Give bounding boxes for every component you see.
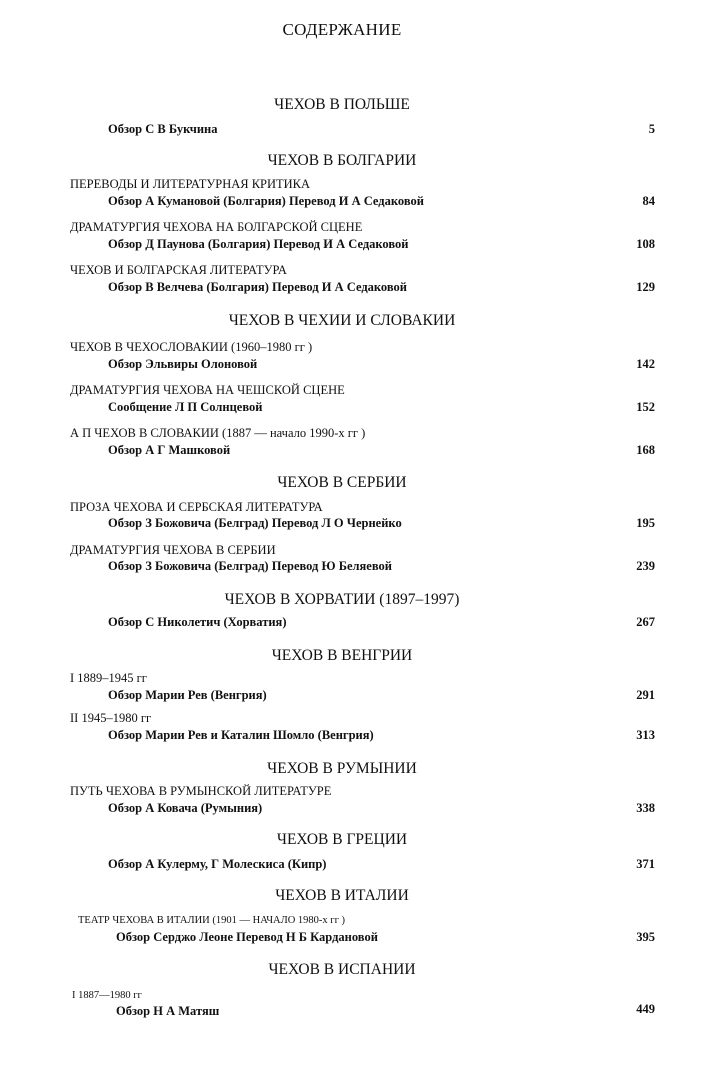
toc-entry-line: Обзор Марии Рев и Каталин Шомло (Венгрия) xyxy=(108,728,374,742)
toc-page-number: 168 xyxy=(636,443,655,457)
toc-page-number: 267 xyxy=(636,615,655,629)
toc-page-number: 195 xyxy=(636,516,655,530)
toc-page-number: 5 xyxy=(648,122,655,136)
toc-entry-line: Обзор А Г Машковой xyxy=(108,443,231,457)
toc-entry-title: А П ЧЕХОВ В СЛОВАКИИ (1887 — начало 1990-х гг ) xyxy=(70,426,366,440)
section-heading-hungary: ЧЕХОВ В ВЕНГРИИ xyxy=(271,647,413,664)
toc-entry-line: Обзор В Велчева (Болгария) Перевод И А Седаковой xyxy=(108,280,407,294)
section-heading-czech-slovakia: ЧЕХОВ В ЧЕХИИ И СЛОВАКИИ xyxy=(228,312,456,329)
toc-entry-title: ТЕАТР ЧЕХОВА В ИТАЛИИ (1901 — НАЧАЛО 1980-х гг ) xyxy=(78,915,346,926)
section-heading-serbia: ЧЕХОВ В СЕРБИИ xyxy=(277,474,407,491)
toc-entry-line: Обзор А Кумановой (Болгария) Перевод И А Седаковой xyxy=(108,194,424,208)
toc-page-number: 152 xyxy=(636,400,655,414)
toc-entry-line: Обзор Д Паунова (Болгария) Перевод И А Седаковой xyxy=(108,237,409,251)
toc-page-number: 291 xyxy=(636,688,655,702)
toc-page-number: 395 xyxy=(636,930,655,944)
toc-page-number: 313 xyxy=(636,728,655,742)
toc-entry-line: Обзор Эльвиры Олоновой xyxy=(108,357,258,371)
section-heading-spain: ЧЕХОВ В ИСПАНИИ xyxy=(268,961,416,978)
page-title: СОДЕРЖАНИЕ xyxy=(282,20,402,39)
toc-entry-title: ДРАМАТУРГИЯ ЧЕХОВА НА БОЛГАРСКОЙ СЦЕНЕ xyxy=(70,220,363,234)
section-heading-bulgaria: ЧЕХОВ В БОЛГАРИИ xyxy=(267,152,417,169)
section-heading-greece: ЧЕХОВ В ГРЕЦИИ xyxy=(276,831,408,848)
toc-entry-line: Обзор Марии Рев (Венгрия) xyxy=(108,688,267,702)
toc-entry-title: ЧЕХОВ В ЧЕХОСЛОВАКИИ (1960–1980 гг ) xyxy=(70,340,313,354)
toc-page-number: 84 xyxy=(642,194,655,208)
toc-entry-line: Обзор С В Букчина xyxy=(108,122,218,136)
toc-entry-title: ПЕРЕВОДЫ И ЛИТЕРАТУРНАЯ КРИТИКА xyxy=(70,177,311,191)
toc-entry-line: Сообщение Л П Солнцевой xyxy=(108,400,263,414)
section-heading-croatia: ЧЕХОВ В ХОРВАТИИ (1897–1997) xyxy=(224,591,460,608)
toc-entry-title: ЧЕХОВ И БОЛГАРСКАЯ ЛИТЕРАТУРА xyxy=(70,263,287,277)
toc-page-number: 449 xyxy=(636,1002,655,1016)
toc-entry-line: Обзор А Ковача (Румыния) xyxy=(108,801,263,815)
toc-entry-title: ДРАМАТУРГИЯ ЧЕХОВА НА ЧЕШСКОЙ СЦЕНЕ xyxy=(70,383,345,397)
toc-page-number: 129 xyxy=(636,280,655,294)
toc-entry-line: Обзор С Николетич (Хорватия) xyxy=(108,615,287,629)
toc-page-number: 108 xyxy=(636,237,655,251)
toc-entry-line: Обзор А Кулерму, Г Молескиса (Кипр) xyxy=(108,857,327,871)
toc-entry-title: I 1889–1945 гг xyxy=(70,671,147,685)
section-heading-romania: ЧЕХОВ В РУМЫНИИ xyxy=(267,760,417,777)
toc-entry-title: I 1887—1980 гг xyxy=(72,990,142,1001)
toc-entry-title: ПРОЗА ЧЕХОВА И СЕРБСКАЯ ЛИТЕРАТУРА xyxy=(70,500,323,514)
toc-entry-line: Обзор Н А Матяш xyxy=(116,1004,220,1018)
toc-entry-title: II 1945–1980 гг xyxy=(70,711,152,725)
toc-entry-line: Обзор З Божовича (Белград) Перевод Ю Беляевой xyxy=(108,559,392,573)
toc-page-number: 338 xyxy=(636,801,655,815)
section-heading-italy: ЧЕХОВ В ИТАЛИИ xyxy=(275,887,409,904)
section-heading-poland: ЧЕХОВ В ПОЛЬШЕ xyxy=(274,96,410,113)
toc-entry-line: Обзор Серджо Леоне Перевод Н Б Кардановой xyxy=(116,930,378,944)
toc-entry-title: ДРАМАТУРГИЯ ЧЕХОВА В СЕРБИИ xyxy=(70,543,276,557)
toc-page-number: 239 xyxy=(636,559,655,573)
toc-page-number: 371 xyxy=(636,857,655,871)
toc-entry-title: ПУТЬ ЧЕХОВА В РУМЫНСКОЙ ЛИТЕРАТУРЕ xyxy=(70,784,332,798)
toc-page-number: 142 xyxy=(636,357,655,371)
toc-entry-line: Обзор З Божовича (Белград) Перевод Л О Чернейко xyxy=(108,516,402,530)
